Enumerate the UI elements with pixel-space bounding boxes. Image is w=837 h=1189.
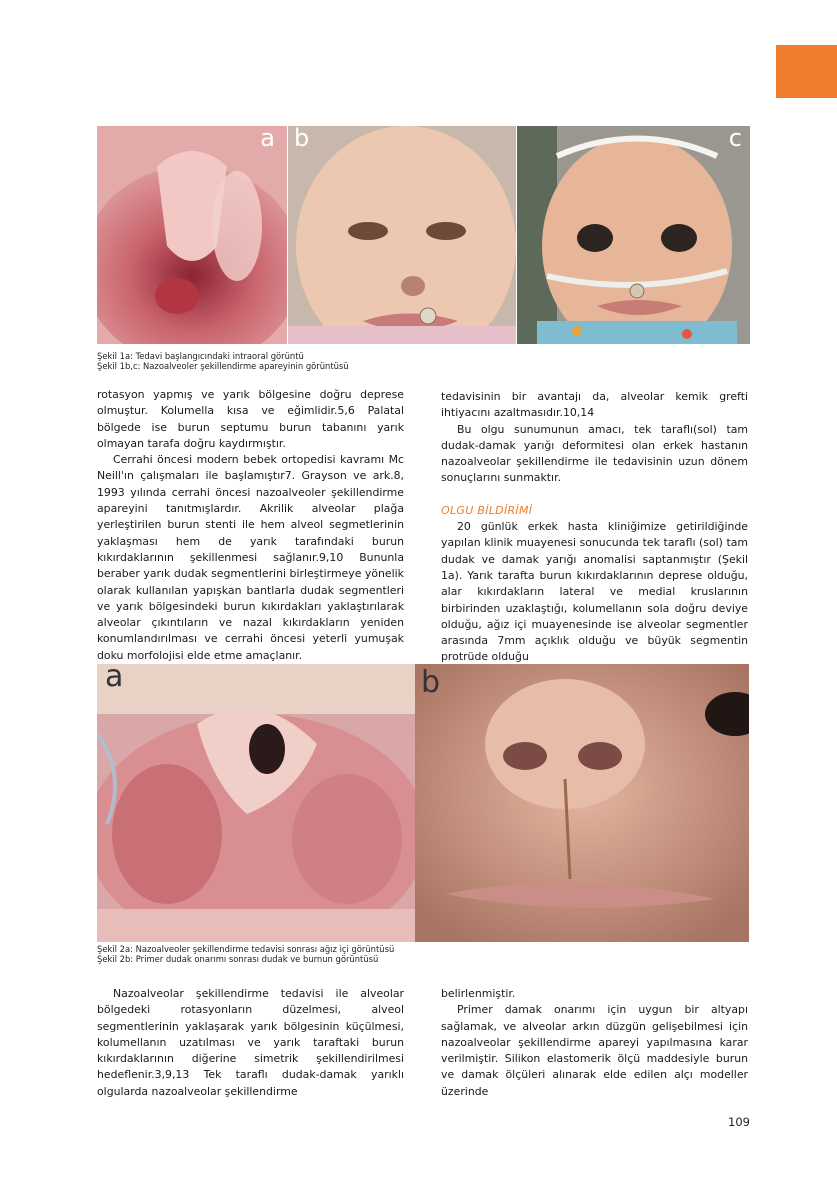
body-right-column-2 (441, 986, 748, 1100)
figure-1-caption-a: Şekil 1a: Tedavi başlangıcındaki intraoral görüntü (97, 351, 304, 361)
figure-2b-photo (415, 664, 749, 942)
page-number: 109 (728, 1115, 750, 1129)
figure-2b-label: b (421, 665, 441, 700)
figure-1-caption-bc: Şekil 1b,c: Nazoalveoler şekillendirme apareyinin görüntüsü (97, 361, 349, 371)
paragraph: Cerrahi öncesi modern bebek ortopedisi kavramı Mc Neill'ın çalışmaları ile başlamıştır7. Grayson ve ark.8, 1993 yılında cerrahi öncesi nazoalveoler şekillendirme apareyini tanıtmışlardır. Akrilik alveolar plağa yerleştirilen burun stenti ile hem alveol segmetlerinin yaklaşması hem de yarık tarafındaki burun kıkırdaklarının şekillenmesi sağlanır.9,10 Bununla beraber yarık dudak segmentlerini birleştirmeye yönelik olarak kullanılan yapışkan bantlarla dudak segmentleri ve yarık bölgesindeki burun kıkırdakları yaklaştırılarak alveolar çıkıntıların ve nazal kıkırdakların yeniden konumlandırılması ve cerrahi öncesi yeterli yumuşak doku morfolojisi elde etme amaçlanır. (97, 453, 404, 662)
body-right-column-1 (441, 389, 748, 666)
figure-1a-label: a (260, 126, 275, 152)
figure-1b-label: b (294, 126, 310, 152)
intraoral-cleft-image (97, 126, 287, 344)
section-tab (776, 45, 837, 98)
figure-1c-photo (517, 126, 750, 344)
infant-face-image-b (288, 126, 516, 344)
paragraph: rotasyon yapmış ve yarık bölgesine doğru deprese olmuştur. Kolumella kısa ve eğimlidir.5,6 Palatal bölgede ise burun septumu burun tabanını yarık olmayan tarafa doğru kaydırmıştır. (97, 388, 404, 450)
paragraph: 20 günlük erkek hasta kliniğimize getirildiğinde yapılan klinik muayenesi sonucunda tek taraflı (sol) tam dudak ve damak yarığı anomalisi saptanmıştır (Şekil 1a). Yarık tarafta burun kıkırdaklarının deprese olduğu, alar kıkırdakların lateral ve medial kruslarının birbirinden uzaklaştığı, kolumellanın sola doğru deviye olduğu, ağız içi muayenesinde ise alveolar segmentler arasında 7mm açıklık olduğu ve büyük segmentin protrüde olduğu (441, 520, 748, 664)
body-left-column-1 (97, 387, 404, 664)
figure-2-caption-b: Şekil 2b: Primer dudak onarımı sonrası dudak ve burnun görüntüsü (97, 954, 379, 964)
post-lip-repair-image (415, 664, 749, 942)
paragraph: belirlenmiştir. (441, 987, 516, 1000)
figure-2a-label: a (105, 664, 124, 694)
infant-face-image-c (517, 126, 750, 344)
paragraph: Nazoalveolar şekillendirme tedavisi ile alveolar bölgedeki rotasyonların düzelmesi, alveol segmentlerinin yaklaşarak yarık bölgesinin küçülmesi, kolumellanın uzatılması ve yarık taraftaki burun kıkırdaklarının diğerine simetrik şekillendirilmesi hedeflenir.3,9,13 Tek taraflı dudak-damak yarıklı olgularda nazoalveolar şekillendirme (97, 987, 404, 1098)
figure-2-caption-a: Şekil 2a: Nazoalveoler şekillendirme tedavisi sonrası ağız içi görüntüsü (97, 944, 395, 954)
section-heading: OLGU BİLDİRİMİ (441, 503, 533, 517)
figure-1a-photo (97, 126, 287, 344)
figure-2a-photo (97, 664, 415, 942)
figure-1b-photo (288, 126, 516, 344)
figure-1c-label: c (728, 126, 742, 152)
paragraph: Primer damak onarımı için uygun bir altyapı sağlamak, ve alveolar arkın düzgün gelişebilmesi için nazoalveolar şekillendirme apareyi yapılmasına karar verilmiştir. Silikon elastomerik ölçü maddesiyle burun ve damak ölçüleri alınarak elde edilen alçı modeller üzerinde (441, 1003, 748, 1098)
body-left-column-2 (97, 986, 404, 1100)
paragraph: Bu olgu sunumunun amacı, tek taraflı(sol) tam dudak-damak yarığı deformitesi olan erkek hastanın nazoalveolar şekillendirme ile tedavisinin uzun dönem sonuçlarını sunmaktır. (441, 422, 748, 485)
paragraph: tedavisinin bir avantajı da, alveolar kemik grefti ihtiyacını azaltmasıdır.10,14 (441, 390, 748, 420)
intraoral-post-treatment-image (97, 664, 415, 942)
